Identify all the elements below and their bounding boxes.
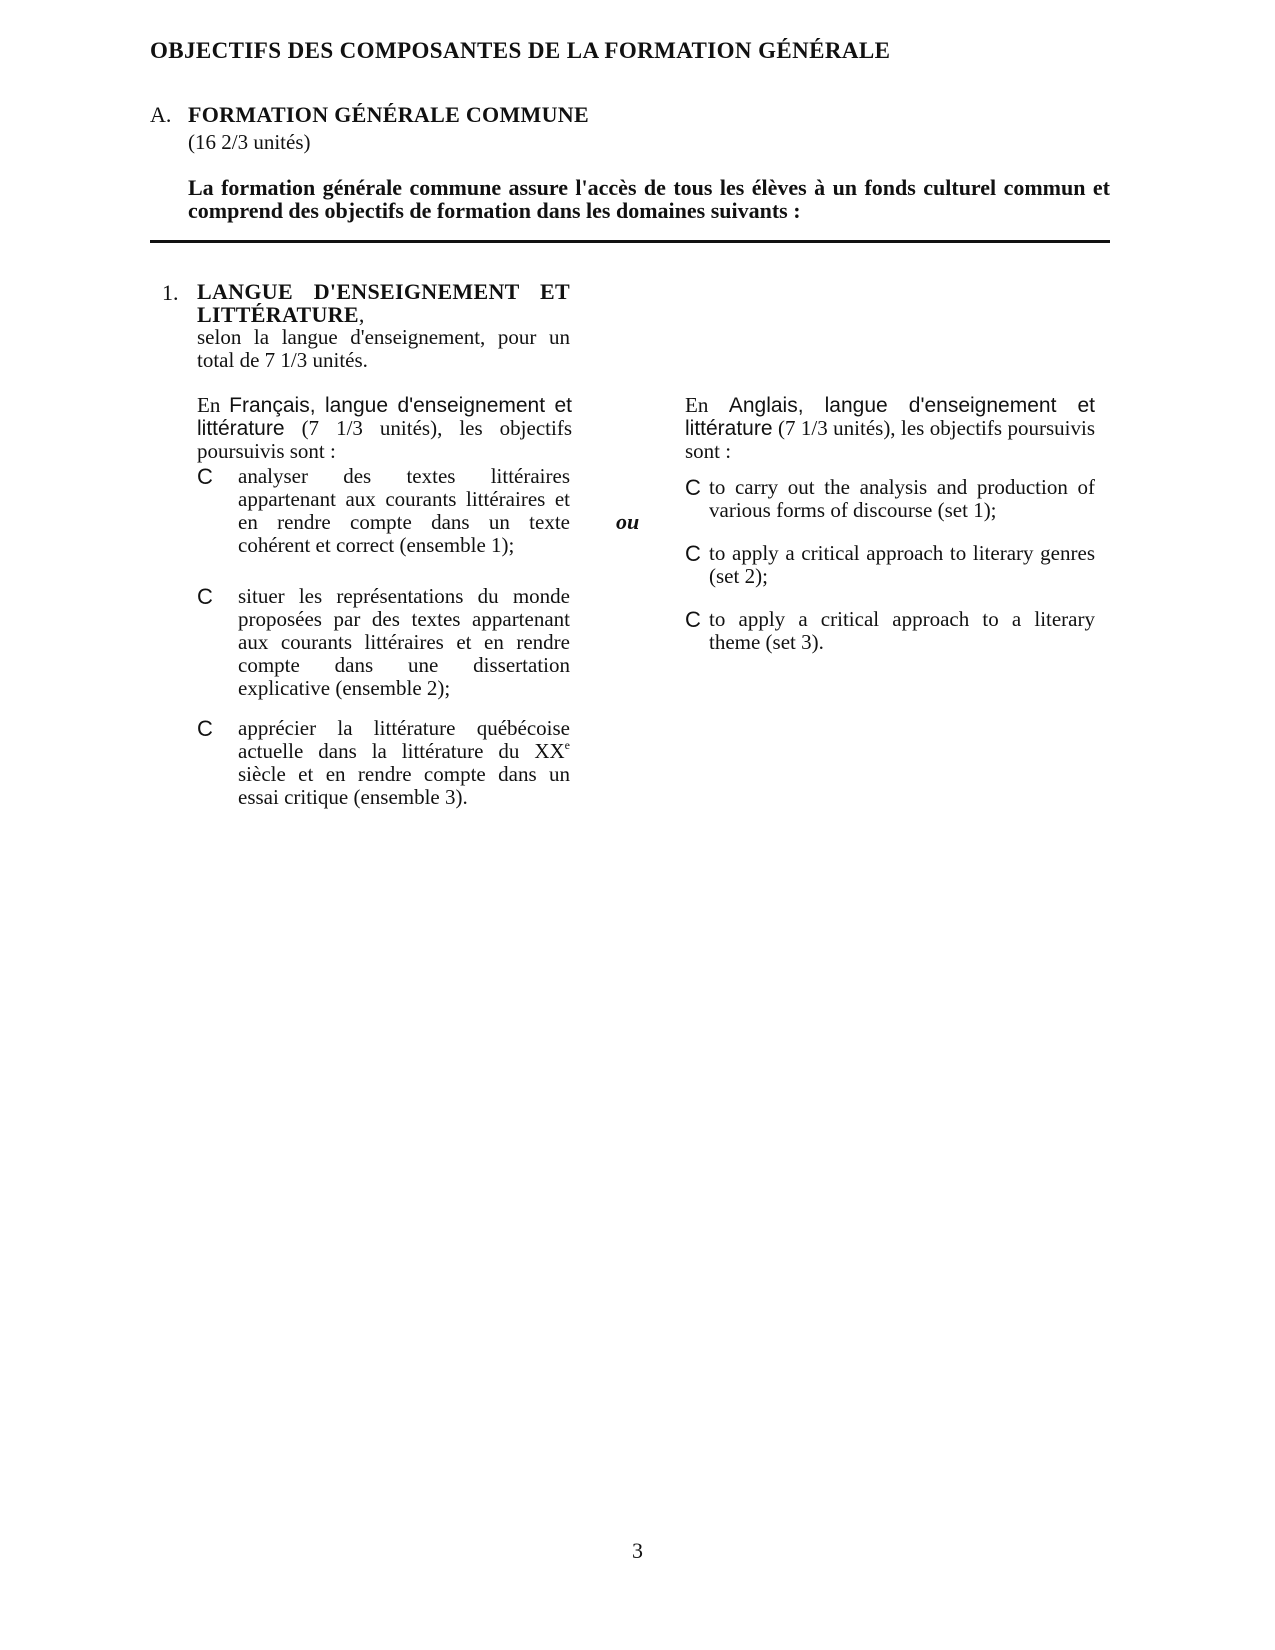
bullet-icon: C — [197, 584, 213, 609]
english-column-intro — [685, 394, 1095, 462]
section-letter: A. — [150, 102, 172, 127]
french-objective-text-end: siècle et en rendre compte dans un essai critique (ensemble 3). — [238, 762, 570, 809]
connector-ou: ou — [616, 509, 640, 534]
french-objective — [238, 717, 570, 809]
bullet-icon: C — [197, 464, 213, 489]
item-title — [197, 280, 570, 326]
superscript-e: e — [564, 738, 570, 752]
english-objective: to carry out the analysis and production of various forms of discourse (set 1); — [709, 475, 1095, 522]
french-language-name: Français, langue d'enseignement et littérature — [197, 394, 572, 440]
bullet-icon: C — [685, 607, 701, 632]
french-objective-text: apprécier la littérature québécoise actuelle dans la littérature du XX — [238, 716, 570, 763]
page-number: 3 — [632, 1538, 643, 1563]
english-objective: to apply a critical approach to literary genres (set 2); — [709, 541, 1095, 588]
french-objective: situer les représentations du monde proposées par des textes appartenant aux courants littéraires et en rendre compte dans une dissertation explicative (ensemble 2); — [238, 584, 570, 700]
english-intro-suffix: (7 1/3 unités), les objectifs poursuivis sont : — [685, 416, 1095, 463]
french-column-intro — [197, 394, 572, 462]
section-intro: La formation générale commune assure l'accès de tous les élèves à un fonds culturel commun et comprend des objectifs de formation dans les domaines suivants : — [188, 175, 1110, 223]
section-units: (16 2/3 unités) — [188, 130, 311, 154]
french-intro-prefix: En — [197, 393, 230, 417]
english-language-name: Anglais, langue d'enseignement et littérature — [685, 394, 1096, 440]
item-title-suffix: , — [358, 302, 365, 327]
bullet-icon: C — [685, 475, 701, 500]
bullet-icon: C — [685, 541, 701, 566]
horizontal-rule — [150, 240, 1110, 243]
english-objective: to apply a critical approach to a literary theme (set 3). — [709, 607, 1095, 654]
page-title: OBJECTIFS DES COMPOSANTES DE LA FORMATION GÉNÉRALE — [150, 38, 891, 63]
french-objective: analyser des textes littéraires appartenant aux courants littéraires et en rendre compte dans un texte cohérent et correct (ensemble 1); — [238, 464, 570, 557]
section-title: FORMATION GÉNÉRALE COMMUNE — [188, 102, 589, 127]
french-intro-suffix: (7 1/3 unités), les objectifs poursuivis sont : — [197, 416, 572, 463]
bullet-icon: C — [197, 716, 213, 741]
english-intro-prefix: En — [685, 393, 729, 417]
item-title-text: LANGUE D'ENSEIGNEMENT ET LITTÉRATURE — [197, 279, 570, 327]
item-description: selon la langue d'enseignement, pour un total de 7 1/3 unités. — [197, 325, 570, 372]
item-number: 1. — [162, 280, 179, 305]
